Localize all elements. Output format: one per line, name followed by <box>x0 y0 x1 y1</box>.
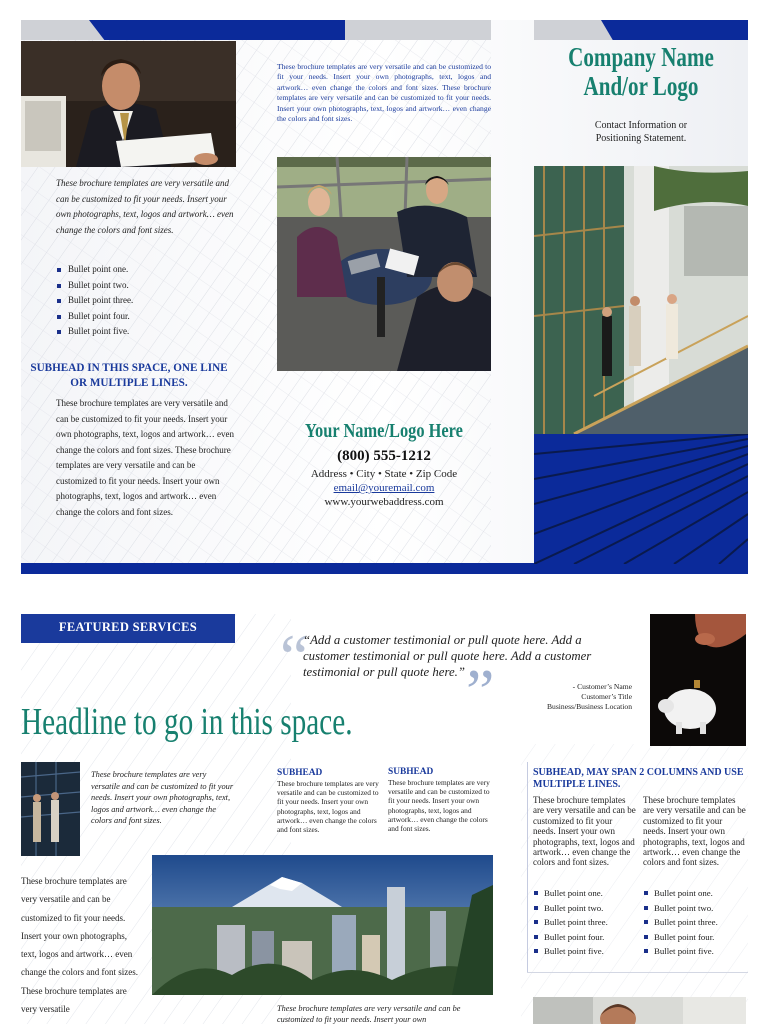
bottom-right-photo <box>533 997 746 1024</box>
column-two-text: These brochure templates are very versatile and can be customized to fit your needs. Insert your own photographs, text, logos and artwork… even change the colors and font sizes. <box>388 778 490 834</box>
right-column-a-text: These brochure templates are very versatile and can be customized to fit your needs. Insert your own photographs, text, logos and artwork… even change the colors and font sizes. <box>533 795 636 868</box>
left-intro-text: These brochure templates are very versatile and can be customized to fit your needs. Insert your own photographs, text, logos and artwork… even change the colors and font sizes. <box>56 178 234 235</box>
right-subhead: SUBHEAD, MAY SPAN 2 COLUMNS AND USE MULTIPLE LINES. <box>533 767 744 790</box>
businessman-photo <box>21 41 236 167</box>
column-two-subhead: SUBHEAD <box>388 767 434 777</box>
testimonial-quote: “Add a customer testimonial or pull quote here. Add a customer testimonial or pull quote here. Add a customer testimonial or pull quote here.” <box>303 633 592 679</box>
company-name <box>558 43 725 101</box>
customer-location: Business/Business Location <box>546 701 632 711</box>
left-body-text: These brochure templates are very versatile and can be customized to fit your needs. Insert your own photographs, text, logos and artwork… even change the colors and font sizes. These brochure templates are very versatile and can be customized to fit your needs. Insert your own photographs, text, logos and artwork… even change the colors and font sizes. <box>56 398 234 517</box>
column-one-text: These brochure templates are very versatile and can be customized to fit your needs. Insert your own photographs, text, logos and artwork… even change the colors and font sizes. <box>277 779 379 835</box>
right-rays-graphic <box>534 434 748 564</box>
meeting-photo <box>277 157 491 371</box>
customer-name: - Customer’s Name <box>572 682 632 691</box>
company-name-line1: Company Name <box>568 42 714 72</box>
company-name-line2: And/or Logo <box>583 71 699 101</box>
photo-caption: These brochure templates are very versatile and can be customized to fit your needs. Insert your own <box>277 1004 461 1024</box>
headline: Headline to go in this space. <box>21 701 353 743</box>
atrium-photo <box>534 166 748 434</box>
customer-attribution <box>500 682 632 711</box>
close-quote-mark: ” <box>466 656 495 727</box>
city-mountain-photo <box>152 855 493 995</box>
phone-number: (800) 555-1212 <box>337 448 431 464</box>
left-bullet-list <box>56 262 216 340</box>
list-item: Bullet point two. <box>643 901 743 916</box>
right-bullets-b <box>643 886 743 959</box>
column-one <box>277 768 381 834</box>
open-quote-mark: “ <box>280 621 309 692</box>
featured-services-bar <box>21 614 235 643</box>
italic-intro: These brochure templates are very versatile and can be customized to fit your needs. Insert your own photographs, text, logos and artwork… even change the colors and font sizes. <box>91 770 234 826</box>
list-item: Bullet point five. <box>56 324 216 340</box>
list-item: Bullet point one. <box>56 262 216 278</box>
list-item: Bullet point three. <box>643 915 743 930</box>
featured-services-label: FEATURED SERVICES <box>58 620 198 634</box>
right-blue-rule <box>527 762 528 972</box>
customer-title: Customer’s Title <box>581 691 632 701</box>
right-bottom-rule <box>527 972 748 973</box>
left-body-bottom: These brochure templates are very versatile and can be customized to fit your needs. Insert your own photographs, text, logos and artwork… even change the colors and font sizes. These brochure templates are very versatile <box>21 876 138 1015</box>
bottom-band <box>21 563 748 574</box>
piggy-bank-photo <box>650 614 746 746</box>
contact-info <box>534 119 748 145</box>
list-item: Bullet point five. <box>533 944 633 959</box>
middle-intro-text: These brochure templates are very versatile and can be customized to fit your needs. Insert your own photographs, text, logos and artwork… even change the colors and font sizes. These brochure templates are very versatile and can be customized to fit your needs. Insert your own photographs, text, logos and artwork… even change the colors and font sizes. <box>277 62 491 124</box>
list-item: Bullet point four. <box>643 930 743 945</box>
right-column-b-text: These brochure templates are very versatile and can be customized to fit your needs. Insert your own photographs, text, logos and artwork… even change the colors and font sizes. <box>643 795 746 868</box>
list-item: Bullet point two. <box>56 278 216 294</box>
businessmen-windows-photo <box>21 762 80 856</box>
list-item: Bullet point one. <box>533 886 633 901</box>
top-strip-left-accent <box>89 20 345 40</box>
right-bullets-a <box>533 886 633 959</box>
list-item: Bullet point three. <box>533 915 633 930</box>
website-line: www.yourwebaddress.com <box>324 496 444 508</box>
column-two <box>388 767 492 833</box>
top-strip-right-accent <box>601 20 748 40</box>
column-one-subhead: SUBHEAD <box>277 768 323 778</box>
contact-info-line2: Positioning Statement. <box>595 133 687 144</box>
list-item: Bullet point four. <box>533 930 633 945</box>
email-link[interactable]: email@youremail.com <box>333 482 435 494</box>
contact-info-line1: Contact Information or <box>594 120 688 131</box>
list-item: Bullet point two. <box>533 901 633 916</box>
list-item: Bullet point three. <box>56 293 216 309</box>
list-item: Bullet point four. <box>56 309 216 325</box>
name-logo-text: Your Name/Logo Here <box>305 420 463 442</box>
left-subhead: SUBHEAD IN THIS SPACE, ONE LINE OR MULTIPLE LINES. <box>30 362 228 389</box>
list-item: Bullet point five. <box>643 944 743 959</box>
list-item: Bullet point one. <box>643 886 743 901</box>
address-line: Address • City • State • Zip Code <box>310 468 458 480</box>
